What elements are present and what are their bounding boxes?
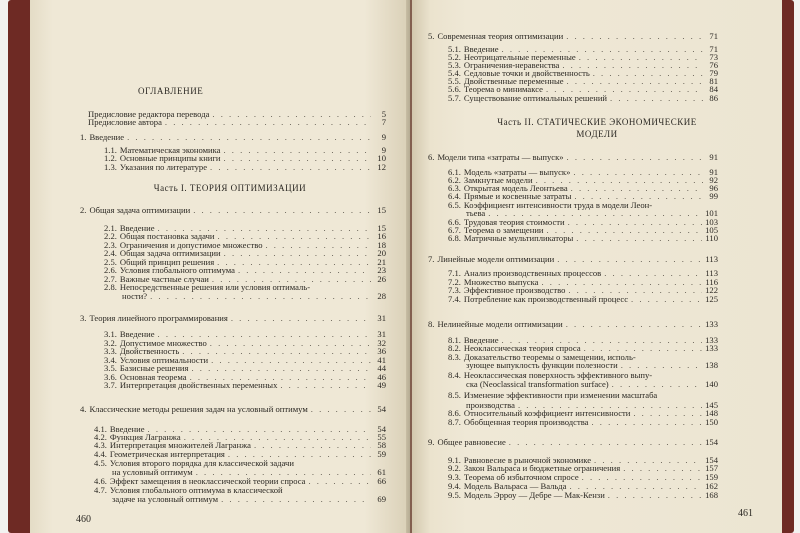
- toc-entry-title: Неотрицательные переменные: [463, 52, 576, 62]
- toc-entry-title: Модель Эрроу — Дебре — Мак-Кензи: [463, 490, 605, 500]
- page-number-right: 461: [738, 508, 753, 519]
- toc-entry-title: Обобщенная теория производства: [463, 417, 589, 427]
- toc-entry-page: 133: [705, 335, 718, 345]
- leader-dots: [557, 255, 702, 264]
- toc-entry-number: 1.1.: [104, 145, 117, 155]
- toc-entry-page: 16: [377, 231, 386, 241]
- toc-entry-number: 2.2.: [104, 231, 117, 241]
- toc-entry-title: тьева: [466, 208, 486, 218]
- toc-entry-number: 4.2.: [94, 432, 107, 442]
- toc-entry-title: Анализ производственных процессов: [463, 268, 602, 278]
- leader-dots: [610, 94, 703, 103]
- leader-dots: [311, 405, 371, 414]
- leader-dots: [254, 441, 371, 450]
- toc-entry-page: 7: [381, 117, 386, 127]
- toc-heading: ОГЛАВЛЕНИЕ: [138, 86, 204, 96]
- toc-entry-number: 8.1.: [448, 335, 461, 345]
- toc-entry-number: 3.2.: [104, 338, 117, 348]
- toc-entry-number: 2.8.: [104, 282, 117, 292]
- toc-entry-page: 162: [705, 481, 718, 491]
- toc-entry-page: 140: [705, 379, 718, 389]
- leader-dots: [224, 154, 371, 163]
- leader-dots: [193, 206, 371, 215]
- toc-entry-title: Ограничения и допустимое множество: [119, 240, 263, 250]
- toc-entry-title: Условия глобального оптимума: [119, 265, 235, 275]
- toc-entry-title: ска (Neoclassical transformation surface): [466, 379, 609, 389]
- toc-entry-number: 5.6.: [448, 84, 461, 94]
- leader-dots: [631, 295, 702, 304]
- toc-entry: [104, 163, 386, 172]
- toc-entry-number: 4.: [80, 404, 87, 414]
- toc-entry-number: 7.3.: [448, 285, 461, 295]
- toc-entry-title: Условия глобального оптимума в классической: [109, 485, 283, 495]
- toc-entry-page: 84: [709, 84, 718, 94]
- toc-entry-title: Геометрическая интерпретация: [109, 449, 225, 459]
- toc-entry-number: 6.8.: [448, 233, 461, 243]
- toc-entry-number: 5.1.: [448, 44, 461, 54]
- page-number-left: 460: [76, 514, 91, 525]
- leader-dots: [127, 133, 371, 142]
- toc-entry: [88, 118, 386, 127]
- toc-entry-number: 6.3.: [448, 183, 461, 193]
- toc-entry-title: Закон Вальраса и бюджетные ограничения: [463, 463, 621, 473]
- toc-entry-title: Замкнутые модели: [463, 175, 533, 185]
- toc-entry-title: Условия оптимальности: [119, 355, 209, 365]
- toc-entry: [448, 234, 718, 243]
- toc-entry-page: 150: [705, 417, 718, 427]
- toc-entry-page: 103: [705, 217, 718, 227]
- toc-entry-title: на условный оптимум: [112, 467, 193, 477]
- leader-dots: [224, 249, 371, 258]
- toc-entry-number: 9.3.: [448, 472, 461, 482]
- toc-entry: [122, 292, 386, 301]
- toc-entry-title: Эффективное производство: [463, 285, 566, 295]
- toc-entry-title: Модель Вальраса — Вальда: [463, 481, 567, 491]
- toc-entry-page: 81: [709, 76, 718, 86]
- toc-entry-page: 96: [709, 183, 718, 193]
- toc-entry: [448, 94, 718, 103]
- toc-entry-number: 5.7.: [448, 93, 461, 103]
- toc-entry-number: 8.: [428, 319, 435, 329]
- toc-entry-page: 92: [709, 175, 718, 185]
- part-2-heading-line1: Часть II. СТАТИЧЕСКИЕ ЭКОНОМИЧЕСКИЕ: [497, 117, 697, 127]
- toc-entry-page: 31: [377, 313, 386, 323]
- toc-entry-number: 9.5.: [448, 490, 461, 500]
- toc-entry: [428, 255, 718, 264]
- toc-entry-title: Математическая экономика: [119, 145, 221, 155]
- toc-entry-number: 6.5.: [448, 200, 461, 210]
- toc-entry: [80, 133, 386, 142]
- toc-entry: [428, 320, 718, 329]
- toc-entry-page: 168: [705, 490, 718, 500]
- toc-entry-title: Интерпретация множителей Лагранжа: [109, 440, 251, 450]
- toc-entry-title: Матричные мультипликаторы: [463, 233, 574, 243]
- toc-entry-title: Допустимое множество: [119, 338, 207, 348]
- toc-entry: [80, 206, 386, 215]
- toc-entry-number: 9.4.: [448, 481, 461, 491]
- toc-entry-page: 54: [377, 424, 386, 434]
- toc-entry-page: 116: [705, 277, 718, 287]
- leader-dots: [608, 491, 702, 500]
- toc-entry-title: Седловые точки и двойственность: [463, 68, 590, 78]
- toc-entry-number: 7.: [428, 254, 435, 264]
- toc-entry-number: 4.5.: [94, 458, 107, 468]
- toc-entry-page: 71: [709, 44, 718, 54]
- toc-entry-number: 2.6.: [104, 265, 117, 275]
- toc-entry-title: Важные частные случаи: [119, 274, 209, 284]
- toc-entry-title: Классические методы решения задач на условный оптимум: [89, 404, 308, 414]
- toc-entry-title: Теорема о замещении: [463, 225, 544, 235]
- toc-entry-title: задаче на условный оптимум: [112, 494, 219, 504]
- toc-entry-number: 5.4.: [448, 68, 461, 78]
- toc-entry-title: Общая постановка задачи: [119, 231, 215, 241]
- toc-entry-number: 8.2.: [448, 343, 461, 353]
- leader-dots: [633, 409, 702, 418]
- toc-entry-page: 15: [377, 223, 386, 233]
- leader-dots: [566, 320, 702, 329]
- toc-entry-title: Теорема о минимаксе: [463, 84, 543, 94]
- left-page: [30, 0, 410, 533]
- toc-entry-number: 5.: [428, 31, 435, 41]
- right-page: [412, 0, 782, 533]
- toc-entry-page: 145: [705, 400, 718, 410]
- toc-entry-title: Общее равновесие: [437, 437, 506, 447]
- toc-entry-number: 8.7.: [448, 417, 461, 427]
- leader-dots: [210, 163, 371, 172]
- toc-entry-page: 113: [705, 268, 718, 278]
- toc-entry-page: 157: [705, 463, 718, 473]
- part-2-heading-line2: МОДЕЛИ: [576, 129, 618, 139]
- leader-dots: [566, 32, 703, 41]
- toc-entry-title: Введение: [463, 44, 499, 54]
- toc-entry-title: Неоклассическая поверхность эффективного выпу-: [463, 370, 653, 380]
- leader-dots: [308, 477, 371, 486]
- toc-entry: [80, 314, 386, 323]
- toc-entry-title: Основная теорема: [119, 372, 187, 382]
- toc-entry-page: 61: [377, 467, 386, 477]
- toc-entry-number: 3.: [80, 313, 87, 323]
- toc-entry-title: Теория линейного программирования: [89, 313, 228, 323]
- toc-entry-title: Условия второго порядка для классической задачи: [109, 458, 294, 468]
- toc-entry-number: 6.6.: [448, 217, 461, 227]
- toc-entry-title: Общая задача оптимизации: [119, 248, 221, 258]
- toc-entry-title: Указания по литературе: [119, 162, 208, 172]
- leader-dots: [238, 266, 371, 275]
- toc-entry-number: 6.1.: [448, 167, 461, 177]
- toc-entry-page: 49: [377, 380, 386, 390]
- toc-entry-number: 2.4.: [104, 248, 117, 258]
- toc-entry-page: 36: [377, 346, 386, 356]
- toc-entry-number: 7.1.: [448, 268, 461, 278]
- toc-entry-number: 9.1.: [448, 455, 461, 465]
- toc-entry-title: Предисловие автора: [88, 117, 162, 127]
- toc-entry-title: Непосредственные решения или условия оптималь-: [119, 282, 311, 292]
- toc-entry-page: 31: [377, 329, 386, 339]
- toc-entry-title: Предисловие редактора перевода: [88, 109, 210, 119]
- toc-entry-page: 69: [377, 494, 386, 504]
- leader-dots: [604, 269, 702, 278]
- leader-dots: [567, 153, 703, 162]
- leader-dots: [182, 347, 371, 356]
- leader-dots: [623, 464, 702, 473]
- toc-entry-number: 7.2.: [448, 277, 461, 287]
- toc-entry: [448, 295, 718, 304]
- toc-entry-number: 2.1.: [104, 223, 117, 233]
- toc-entry-page: 12: [377, 162, 386, 172]
- toc-entry: [104, 381, 386, 390]
- toc-entry-number: 5.3.: [448, 60, 461, 70]
- toc-entry-number: 8.4.: [448, 370, 461, 380]
- toc-entry: [448, 491, 718, 500]
- toc-entry-number: 6.2.: [448, 175, 461, 185]
- toc-entry-page: 66: [377, 476, 386, 486]
- leader-dots: [612, 380, 702, 389]
- toc-entry-number: 9.2.: [448, 463, 461, 473]
- toc-entry-page: 28: [377, 291, 386, 301]
- toc-entry-page: 59: [377, 449, 386, 459]
- toc-entry-page: 23: [377, 265, 386, 275]
- toc-entry-title: Равновесие в рыночной экономике: [463, 455, 592, 465]
- toc-entry-number: 6.7.: [448, 225, 461, 235]
- toc-entry-number: 4.1.: [94, 424, 107, 434]
- toc-entry-page: 110: [705, 233, 718, 243]
- leader-dots: [191, 364, 371, 373]
- leader-dots: [591, 418, 702, 427]
- toc-entry-number: 3.1.: [104, 329, 117, 339]
- toc-entry-title: Теорема об избыточном спросе: [463, 472, 579, 482]
- toc-entry-page: 41: [377, 355, 386, 365]
- toc-entry: [448, 418, 718, 427]
- toc-entry-title: Базисные решения: [119, 363, 189, 373]
- toc-entry-page: 86: [709, 93, 718, 103]
- toc-entry-page: 20: [377, 248, 386, 258]
- toc-entry-page: 46: [377, 372, 386, 382]
- leader-dots: [150, 292, 371, 301]
- toc-entry-page: 125: [705, 294, 718, 304]
- toc-entry-title: Двойственные переменные: [463, 76, 564, 86]
- leader-dots: [576, 234, 702, 243]
- toc-entry-number: 2.5.: [104, 257, 117, 267]
- toc-entry-title: Современная теория оптимизации: [437, 31, 564, 41]
- toc-entry-title: Введение: [109, 424, 145, 434]
- toc-entry-title: Функция Лагранжа: [109, 432, 181, 442]
- toc-entry-title: Введение: [89, 132, 125, 142]
- toc-entry-number: 8.3.: [448, 352, 461, 362]
- toc-entry-title: Эффект замещения в неоклассической теории спроса: [109, 476, 306, 486]
- toc-entry-page: 15: [377, 205, 386, 215]
- toc-entry-number: 2.7.: [104, 274, 117, 284]
- toc-entry-title: Существование оптимальных решений: [463, 93, 608, 103]
- toc-entry-page: 9: [381, 132, 386, 142]
- toc-entry-page: 73: [709, 52, 718, 62]
- toc-entry-number: 2.3.: [104, 240, 117, 250]
- toc-entry-title: Основные принципы книги: [119, 153, 221, 163]
- leader-dots: [221, 495, 371, 504]
- toc-entry-number: 4.7.: [94, 485, 107, 495]
- toc-entry-page: 138: [705, 360, 718, 370]
- toc-entry-page: 133: [705, 319, 718, 329]
- toc-entry-title: Потребление как производственный процесс: [463, 294, 629, 304]
- toc-entry-page: 105: [705, 225, 718, 235]
- toc-entry-title: Нелинейные модели оптимизации: [437, 319, 563, 329]
- toc-entry-number: 6.: [428, 152, 435, 162]
- toc-entry-number: 7.4.: [448, 294, 461, 304]
- toc-entry: [466, 380, 718, 389]
- toc-entry-page: 148: [705, 408, 718, 418]
- toc-entry-title: Линейные модели оптимизации: [437, 254, 555, 264]
- toc-entry-number: 3.6.: [104, 372, 117, 382]
- toc-entry-page: 18: [377, 240, 386, 250]
- toc-entry: [428, 32, 718, 41]
- toc-entry-title: Относительный коэффициент интенсивности: [463, 408, 631, 418]
- toc-entry-page: 44: [377, 363, 386, 373]
- toc-entry-number: 4.6.: [94, 476, 107, 486]
- toc-entry-number: 1.3.: [104, 162, 117, 172]
- toc-entry: [112, 495, 386, 504]
- toc-entry-page: 71: [709, 31, 718, 41]
- toc-entry-title: производства: [466, 400, 515, 410]
- toc-entry-number: 3.3.: [104, 346, 117, 356]
- toc-entry-page: 10: [377, 153, 386, 163]
- toc-entry-title: Общий принцип решения: [119, 257, 215, 267]
- part-1-heading: Часть I. ТЕОРИЯ ОПТИМИЗАЦИИ: [153, 183, 307, 193]
- toc-entry: [448, 391, 718, 400]
- leader-dots: [231, 314, 371, 323]
- toc-entry-page: 79: [709, 68, 718, 78]
- leader-dots: [621, 361, 702, 370]
- toc-entry-number: 6.4.: [448, 191, 461, 201]
- toc-entry-page: 91: [709, 167, 718, 177]
- toc-entry-title: Коэффициент интенсивности труда в модели Леон-: [463, 200, 653, 210]
- toc-entry-page: 154: [705, 455, 718, 465]
- toc-entry-title: Введение: [463, 335, 499, 345]
- toc-entry-title: Общая задача оптимизации: [89, 205, 191, 215]
- toc-entry-page: 58: [377, 440, 386, 450]
- toc-entry: [80, 405, 386, 414]
- toc-entry-page: 32: [377, 338, 386, 348]
- toc-entry-number: 9.: [428, 437, 435, 447]
- toc-entry-number: 4.4.: [94, 449, 107, 459]
- toc-entry-page: 26: [377, 274, 386, 284]
- toc-entry-page: 122: [705, 285, 718, 295]
- toc-entry-number: 5.2.: [448, 52, 461, 62]
- leader-dots: [165, 118, 371, 127]
- toc-entry-page: 9: [381, 145, 386, 155]
- toc-entry-title: Прямые и косвенные затраты: [463, 191, 572, 201]
- toc-entry-title: Ограничения-неравенства: [463, 60, 560, 70]
- toc-entry-title: ности?: [122, 291, 148, 301]
- toc-entry-page: 159: [705, 472, 718, 482]
- toc-entry-page: 5: [381, 109, 386, 119]
- toc-entry-page: 101: [705, 208, 718, 218]
- toc-entry-title: Открытая модель Леонтьева: [463, 183, 568, 193]
- toc-entry-number: 8.6.: [448, 408, 461, 418]
- toc-entry-page: 91: [709, 152, 718, 162]
- toc-entry-title: зующее выпуклость функции полезности: [466, 360, 618, 370]
- toc-entry-number: 3.4.: [104, 355, 117, 365]
- toc-entry-title: Интерпретация двойственных переменных: [119, 380, 278, 390]
- leader-dots: [509, 438, 702, 447]
- toc-entry-number: 8.5.: [448, 390, 461, 400]
- toc-entry-title: Введение: [119, 329, 155, 339]
- toc-entry-page: 99: [709, 191, 718, 201]
- toc-entry-number: 5.5.: [448, 76, 461, 86]
- toc-entry-title: Множество выпуска: [463, 277, 539, 287]
- toc-entry-number: 3.7.: [104, 380, 117, 390]
- toc-entry-title: Двойственность: [119, 346, 180, 356]
- toc-entry-title: Модели типа «затраты — выпуск»: [437, 152, 564, 162]
- toc-entry-page: 154: [705, 437, 718, 447]
- toc-entry-title: Изменение эффективности при изменении масштаба: [463, 390, 658, 400]
- toc-entry-title: Доказательство теоремы о замещении, исполь-: [463, 352, 636, 362]
- toc-entry-page: 21: [377, 257, 386, 267]
- leader-dots: [280, 381, 371, 390]
- leader-dots: [582, 473, 702, 482]
- toc-entry-number: 3.5.: [104, 363, 117, 373]
- toc-entry-number: 2.: [80, 205, 87, 215]
- toc-entry-title: Неоклассическая теория спроса: [463, 343, 581, 353]
- toc-entry-title: Введение: [119, 223, 155, 233]
- toc-entry-page: 76: [709, 60, 718, 70]
- toc-entry: [466, 361, 718, 370]
- toc-entry-page: 55: [377, 432, 386, 442]
- toc-entry: [428, 438, 718, 447]
- toc-entry-number: 1.: [80, 132, 87, 142]
- toc-entry-page: 133: [705, 343, 718, 353]
- toc-entry-page: 113: [705, 254, 718, 264]
- toc-entry-number: 4.3.: [94, 440, 107, 450]
- toc-entry: [428, 153, 718, 162]
- toc-entry-title: Модель «затраты — выпуск»: [463, 167, 571, 177]
- toc-entry-number: 1.2.: [104, 153, 117, 163]
- toc-entry-title: Трудовая теория стоимости: [463, 217, 565, 227]
- toc-entry-page: 54: [377, 404, 386, 414]
